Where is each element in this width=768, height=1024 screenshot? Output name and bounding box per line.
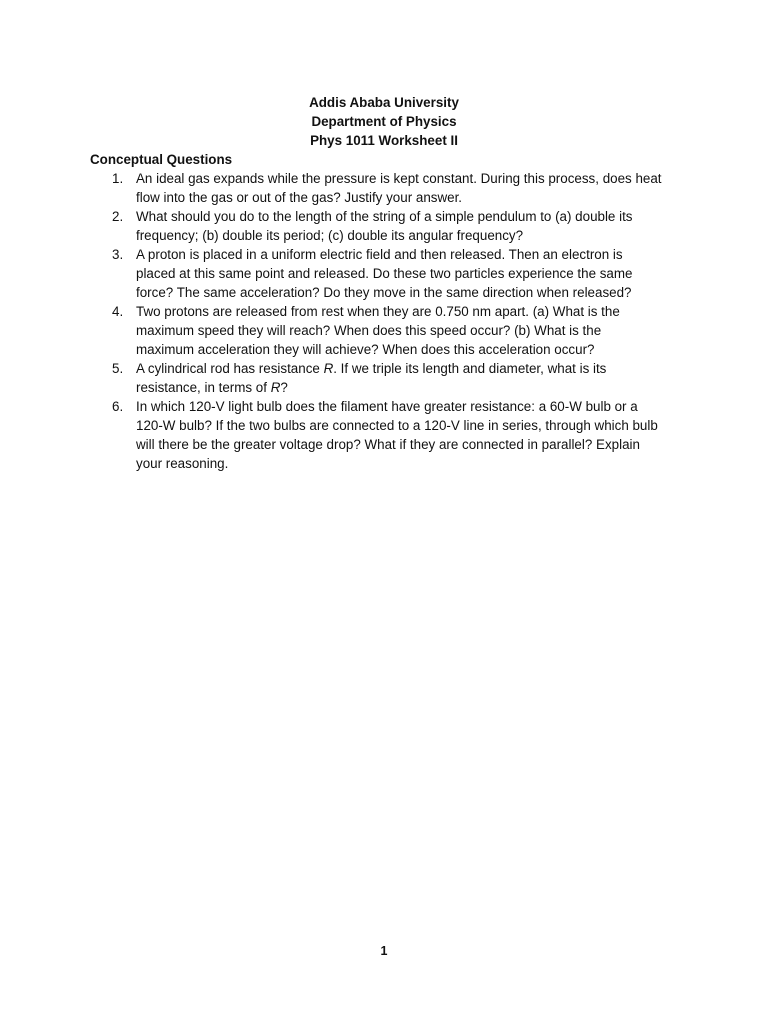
- document-header: [0, 93, 768, 150]
- university-name: Addis Ababa University: [309, 95, 459, 110]
- question-item: [0, 245, 696, 302]
- question-text-line: A proton is placed in a uniform electric field and then released. Then an electron is: [136, 247, 623, 262]
- question-text-line: resistance, in terms of R?: [136, 380, 288, 395]
- question-text-line: your reasoning.: [136, 456, 229, 471]
- question-text-line: maximum speed they will reach? When does this speed occur? (b) What is the: [136, 323, 602, 338]
- question-item: [0, 302, 696, 359]
- worksheet-title: Phys 1011 Worksheet II: [310, 133, 458, 148]
- question-number: 4.: [112, 304, 124, 319]
- question-text-line: force? The same acceleration? Do they move in the same direction when released?: [136, 285, 632, 300]
- question-number: 1.: [112, 171, 124, 186]
- question-item: [0, 207, 696, 245]
- question-text-line: A cylindrical rod has resistance R. If we triple its length and diameter, what is its: [136, 361, 607, 376]
- question-text-line: placed at this same point and released. Do these two particles experience the same: [136, 266, 633, 281]
- question-text-line: What should you do to the length of the string of a simple pendulum to (a) double its: [136, 209, 633, 224]
- question-number: 2.: [112, 209, 124, 224]
- question-text-line: will there be the greater voltage drop? What if they are connected in parallel? Explain: [136, 437, 640, 452]
- question-text-line: In which 120-V light bulb does the filament have greater resistance: a 60-W bulb or a: [136, 399, 638, 414]
- question-item: [0, 397, 696, 473]
- question-text-line: maximum acceleration they will achieve? When does this acceleration occur?: [136, 342, 595, 357]
- question-text-line: frequency; (b) double its period; (c) double its angular frequency?: [136, 228, 524, 243]
- question-text-line: flow into the gas or out of the gas? Justify your answer.: [136, 190, 463, 205]
- question-number: 5.: [112, 361, 124, 376]
- question-number: 3.: [112, 247, 124, 262]
- page-number: 1: [380, 944, 388, 958]
- question-text-line: An ideal gas expands while the pressure is kept constant. During this process, does heat: [136, 171, 662, 186]
- question-item: [0, 169, 696, 207]
- question-list: [0, 169, 768, 473]
- question-number: 6.: [112, 399, 124, 414]
- department-name: Department of Physics: [311, 114, 457, 129]
- question-item: [0, 359, 696, 397]
- question-text-line: 120-W bulb? If the two bulbs are connected to a 120-V line in series, through which bulb: [136, 418, 658, 433]
- question-text-line: Two protons are released from rest when they are 0.750 nm apart. (a) What is the: [136, 304, 620, 319]
- section-title: Conceptual Questions: [90, 152, 233, 167]
